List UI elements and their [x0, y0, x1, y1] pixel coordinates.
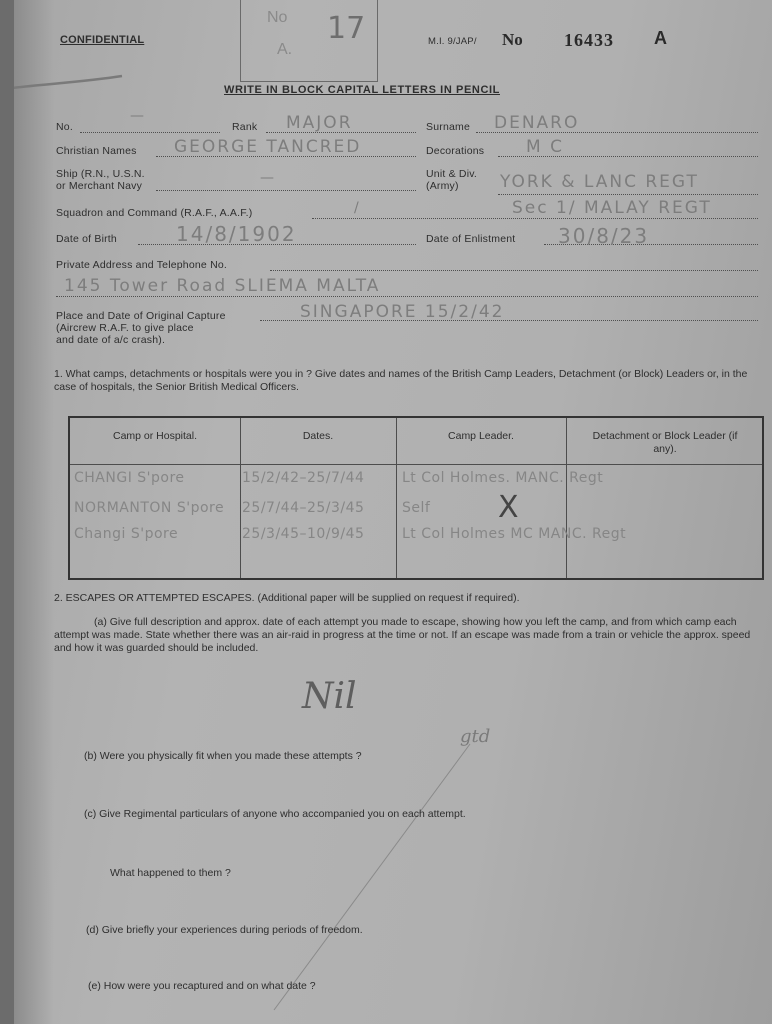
table-row-3-dates: 25/3/45–10/9/45: [242, 526, 365, 542]
stamp-handwritten-number: 17: [327, 11, 366, 46]
col-camp-leader: Camp Leader.: [448, 430, 514, 442]
table-row-1-camp: CHANGI S'pore: [74, 470, 185, 486]
address-label: Private Address and Telephone No.: [56, 259, 228, 271]
enlistment-value: 30/8/23: [558, 224, 650, 248]
section2-heading: 2. ESCAPES OR ATTEMPTED ESCAPES. (Additional paper will be supplied on request if required).: [54, 592, 520, 604]
form-code: M.I. 9/JAP/: [428, 36, 477, 47]
table-row-3-camp: Changi S'pore: [74, 526, 179, 542]
section2-a-text: (a) Give full description and approx. date of each attempt you made to escape, showing how you left the camp, and from which camp each attempt was made. State whether there was an air-raid in progress at the time or not. If an escape was made from a train or vehicle the approx. speed and how it was guarded should be included.: [54, 616, 751, 654]
capture-value: SINGAPORE 15/2/42: [300, 302, 505, 322]
series-letter: A: [654, 28, 667, 48]
no-label: No.: [56, 121, 73, 133]
no-value: —: [130, 108, 145, 124]
col-detachment-leader: Detachment or Block Leader (if any).: [592, 430, 738, 455]
christian-names-value: GEORGE TANCRED: [174, 137, 362, 157]
col-camp: Camp or Hospital.: [112, 430, 198, 442]
surname-label: Surname: [426, 121, 471, 133]
ship-label: Ship (R.N., U.S.N. or Merchant Navy: [56, 168, 145, 192]
section1-question: 1. What camps, detachments or hospitals were you in ? Give dates and names of the British Camp Leaders, Detachment (or Block) Leaders or, in the case of hospitals, the Senior British Medical Officers.: [54, 368, 748, 393]
decorations-label: Decorations: [426, 145, 485, 157]
col-dates: Dates.: [302, 430, 334, 442]
section2-c2-text: What happened to them ?: [110, 867, 231, 879]
squadron-value: /: [354, 200, 360, 216]
dob-label: Date of Birth: [56, 233, 117, 245]
section2-e-text: (e) How were you recaptured and on what date ?: [88, 980, 316, 992]
table-row-2-camp: NORMANTON S'pore: [74, 500, 225, 516]
stamp-no: No: [267, 9, 288, 26]
unit-label: Unit & Div. (Army): [426, 168, 478, 192]
table-row-1-leader: Lt Col Holmes. MANC. Regt: [402, 470, 604, 486]
dob-value: 14/8/1902: [176, 222, 297, 246]
number-label: No: [502, 30, 523, 49]
section2-c-text: (c) Give Regimental particulars of anyone who accompanied you on each attempt.: [84, 808, 466, 820]
rank-value: MAJOR: [286, 113, 353, 133]
squadron-label: Squadron and Command (R.A.F., A.A.F.): [56, 207, 253, 219]
ship-value: —: [260, 170, 275, 186]
table-row-3-leader: Lt Col Holmes MC MANC. Regt: [402, 526, 627, 542]
address-value: 145 Tower Road SLIEMA MALTA: [64, 276, 381, 296]
initials: gtd: [460, 726, 491, 747]
instruction-heading: WRITE IN BLOCK CAPITAL LETTERS IN PENCIL: [224, 84, 500, 96]
section2-d-text: (d) Give briefly your experiences during periods of freedom.: [86, 924, 363, 936]
section2-b-text: (b) Were you physically fit when you made these attempts ?: [84, 750, 362, 762]
form-page: [14, 0, 772, 1024]
surname-value: DENARO: [494, 113, 580, 133]
enlistment-label: Date of Enlistment: [426, 233, 516, 245]
table-row-1-dates: 15/2/42–25/7/44: [242, 470, 365, 486]
unit-value-1: YORK & LANC REGT: [500, 172, 699, 192]
confidential-label: CONFIDENTIAL: [60, 34, 145, 46]
rank-label: Rank: [232, 121, 258, 133]
unit-value-2: Sec 1/ MALAY REGT: [512, 198, 712, 218]
capture-label: Place and Date of Original Capture (Aircrew R.A.F. to give place and date of a/c crash).: [56, 310, 226, 346]
stamp-value: A.: [277, 41, 293, 58]
form-number: 16433: [564, 30, 614, 50]
christian-names-label: Christian Names: [56, 145, 137, 157]
cross-mark: X: [498, 490, 519, 525]
table-row-2-dates: 25/7/44–25/3/45: [242, 500, 365, 516]
table-row-2-leader: Self: [402, 500, 431, 516]
answer-nil: Nil: [302, 676, 357, 717]
decorations-value: M C: [526, 137, 564, 157]
